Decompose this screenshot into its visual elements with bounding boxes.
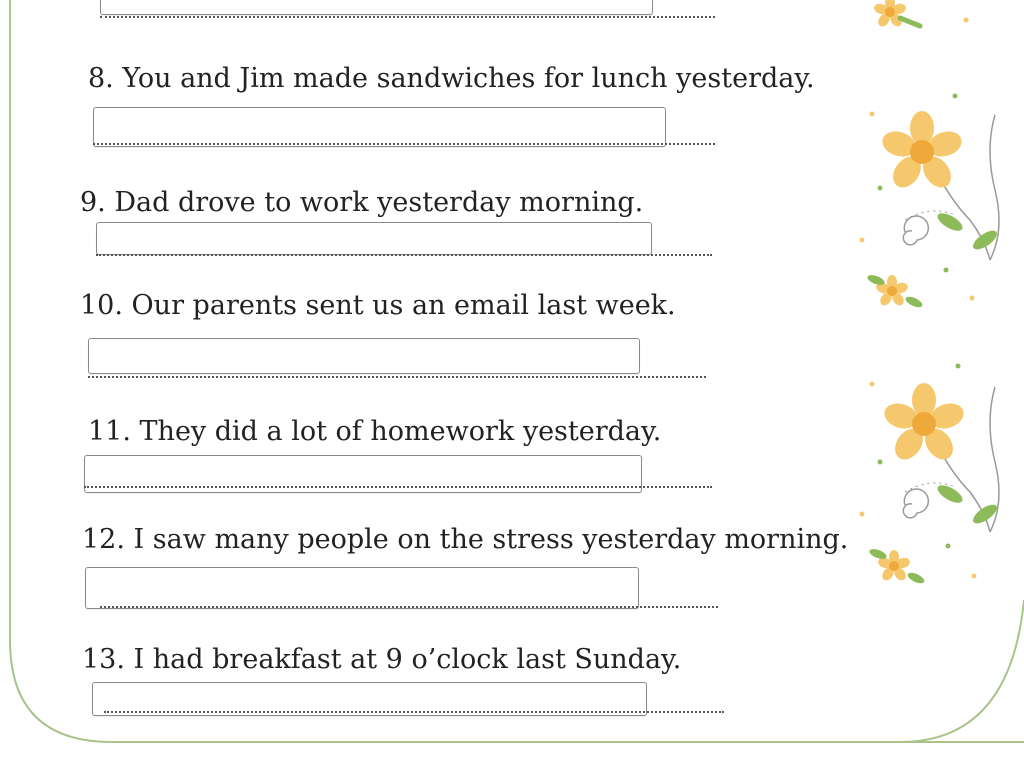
- answer-box-8[interactable]: [93, 107, 666, 147]
- question-13: [82, 644, 681, 676]
- leaf-icon: [904, 295, 924, 310]
- flower-icon: [881, 383, 967, 465]
- question-text: I had breakfast at 9 o’clock last Sunday.: [133, 644, 682, 675]
- flower-icon: [879, 111, 965, 193]
- answer-line-10: [88, 376, 706, 378]
- answer-box-9[interactable]: [96, 222, 652, 255]
- leaf-icon: [970, 501, 1000, 527]
- swirl-icon: [903, 489, 928, 518]
- leaf-icon: [970, 227, 1000, 253]
- swirl-icon: [903, 216, 928, 245]
- answer-line-prev: [100, 16, 715, 18]
- question-11: [88, 416, 661, 448]
- question-number: 11.: [88, 416, 131, 447]
- answer-line-13: [104, 711, 724, 713]
- answer-line-9: [96, 254, 712, 256]
- flower-decoration: [840, 0, 1024, 772]
- answer-line-12: [100, 606, 718, 608]
- leaf-icon: [906, 571, 926, 586]
- answer-box-prev[interactable]: [100, 0, 653, 15]
- question-text: Our parents sent us an email last week.: [131, 290, 676, 321]
- flower-icon: [873, 0, 907, 29]
- question-text: I saw many people on the stress yesterday morning.: [133, 524, 849, 555]
- question-number: 12.: [82, 524, 125, 555]
- answer-box-10[interactable]: [88, 338, 640, 374]
- question-text: Dad drove to work yesterday morning.: [114, 187, 644, 218]
- leaf-icon: [935, 482, 965, 506]
- question-number: 8.: [88, 63, 114, 94]
- question-number: 13.: [82, 644, 125, 675]
- question-12: [82, 524, 848, 556]
- question-number: 10.: [80, 290, 123, 321]
- question-8: [88, 63, 815, 95]
- question-text: You and Jim made sandwiches for lunch yesterday.: [122, 63, 815, 94]
- question-9: [80, 187, 643, 219]
- question-10: [80, 290, 676, 322]
- answer-line-11: [84, 486, 712, 488]
- answer-line-8: [93, 143, 715, 145]
- answer-box-12[interactable]: [85, 567, 639, 609]
- question-text: They did a lot of homework yesterday.: [139, 416, 662, 447]
- question-number: 9.: [80, 187, 106, 218]
- leaf-icon: [935, 210, 965, 234]
